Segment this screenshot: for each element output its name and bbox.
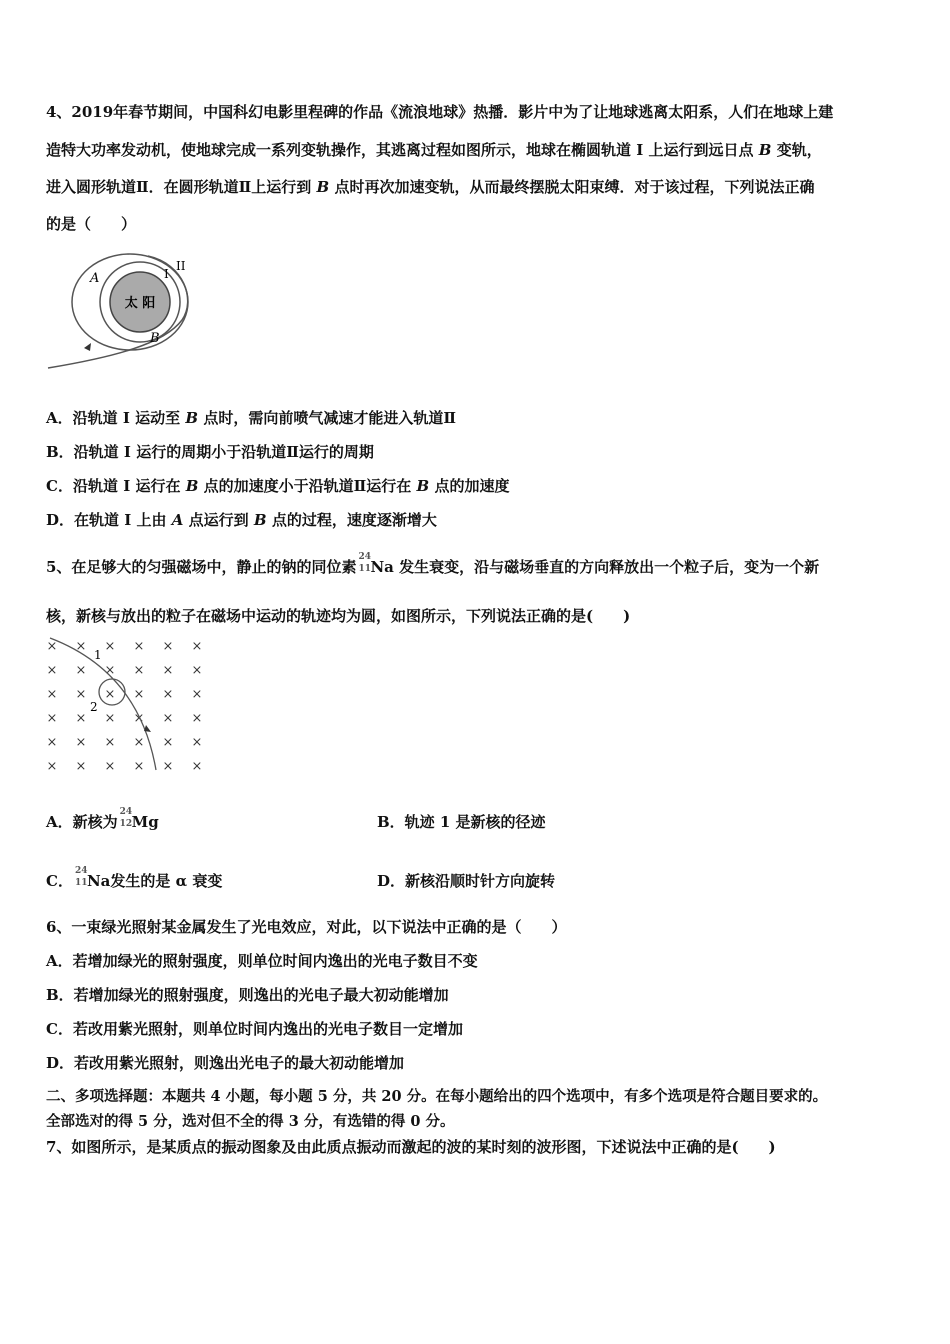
text: 发生的是 α 衰变 [110, 872, 223, 890]
track-1 [50, 638, 156, 770]
text: D．在轨道 [46, 511, 120, 529]
q5-option-c[interactable] [46, 866, 223, 891]
q4-stem-line4: 的是（ ） [46, 215, 137, 233]
field-mark: × [104, 663, 116, 678]
field-mark: × [75, 639, 87, 654]
text: 点的过程，速度逐渐增大 [271, 511, 437, 529]
text: 运动至 [135, 409, 181, 427]
text: C． [46, 872, 73, 890]
point-B-label: B [150, 331, 160, 346]
isotope-notation [73, 866, 88, 891]
track-2-label: 2 [90, 700, 98, 714]
q6-option-b[interactable]: B．若增加绿光的照射强度，则逸出的光电子最大初动能增加 [46, 986, 449, 1004]
point-label: A [171, 511, 184, 529]
text: 点时，需向前喷气减速才能进入轨道Ⅱ [203, 409, 456, 427]
sun-label: 太 阳 [124, 296, 156, 311]
section2-heading-line2: 全部选对的得 5 分，选对但不全的得 3 分，有选错的得 0 分。 [46, 1113, 455, 1130]
field-mark: × [46, 687, 58, 702]
field-mark: × [191, 687, 203, 702]
q5-option-a[interactable] [46, 807, 159, 832]
isotope-notation [118, 807, 133, 832]
q5-option-b[interactable]: B．轨迹 1 是新核的径迹 [377, 813, 546, 831]
element-symbol: Mg [131, 813, 159, 831]
q5-stem-line2: 核，新核与放出的粒子在磁场中运动的轨迹均为圆，如图所示，下列说法正确的是( ) [46, 607, 631, 625]
q5-option-d[interactable]: D．新核沿顺时针方向旋转 [377, 872, 556, 890]
text: 上运行到远日点 [648, 141, 754, 159]
orbit-label: I [122, 409, 130, 427]
field-mark: × [104, 687, 116, 702]
q4-option-c[interactable] [46, 476, 509, 496]
field-mark: × [75, 711, 87, 726]
mass-number: 24 [119, 807, 133, 817]
field-mark: × [162, 687, 174, 702]
field-mark: × [162, 735, 174, 750]
field-mark: × [133, 687, 145, 702]
q4-stem-line3 [46, 177, 814, 197]
field-mark: × [191, 639, 203, 654]
field-mark: × [75, 735, 87, 750]
field-mark: × [46, 639, 58, 654]
text: A．沿轨道 [46, 409, 118, 427]
text: 点的加速度 [434, 477, 510, 495]
arrow-icon [84, 343, 91, 351]
q4-stem-line2 [46, 140, 822, 160]
field-mark: × [191, 663, 203, 678]
text: 点运行到 [188, 511, 249, 529]
orbit-label: I [124, 511, 132, 529]
field-mark: × [191, 759, 203, 774]
point-label: B [316, 178, 330, 196]
arrow-icon [144, 725, 151, 732]
q6-option-a[interactable]: A．若增加绿光的照射强度，则单位时间内逸出的光电子数目不变 [46, 952, 478, 970]
element-symbol: Na [370, 558, 394, 576]
track-1-label: 1 [94, 648, 102, 662]
q6-option-c[interactable]: C．若改用紫光照射，则单位时间内逸出的光电子数目一定增加 [46, 1020, 463, 1038]
point-label: B [253, 511, 267, 529]
q4-option-b[interactable] [46, 442, 374, 462]
orbit-I-label: I [164, 267, 169, 281]
field-mark: × [46, 711, 58, 726]
field-mark: × [162, 639, 174, 654]
field-mark: × [104, 759, 116, 774]
text: 造特大功率发动机，使地球完成一系列变轨操作，其逃离过程如图所示，地球在椭圆轨道 [46, 141, 632, 159]
atomic-number: 12 [119, 819, 133, 829]
element-symbol: Na [86, 872, 111, 890]
text: 变轨， [776, 141, 822, 159]
atomic-number: 11 [74, 878, 88, 888]
field-mark: × [162, 711, 174, 726]
field-mark: × [75, 663, 87, 678]
q7-stem: 7、如图所示，是某质点的振动图象及由此质点振动而激起的波的某时刻的波形图，下述说法中正确的是( ) [46, 1138, 776, 1156]
text: 运行在 [135, 477, 181, 495]
point-label: B [185, 409, 199, 427]
point-A-label: A [90, 271, 100, 286]
orbit-label: I [123, 443, 131, 461]
q4-stem-line1: 4、2019年春节期间，中国科幻电影里程碑的作品《流浪地球》热播．影片中为了让地球逃离太阳系，人们在地球上建 [46, 103, 834, 121]
field-mark: × [75, 687, 87, 702]
q5-magnetic-field-figure [44, 632, 220, 778]
point-label: B [416, 477, 430, 495]
field-mark: × [133, 639, 145, 654]
field-mark: × [46, 735, 58, 750]
section2-heading-line1: 二、多项选择题：本题共 4 小题，每小题 5 分，共 20 分。在每小题给出的四个选项中，有多个选项是符合题目要求的。 [46, 1088, 828, 1105]
field-mark: × [46, 663, 58, 678]
field-mark: × [133, 663, 145, 678]
q4-option-d[interactable] [46, 510, 437, 530]
mass-number: 24 [358, 552, 371, 562]
q4-orbit-figure [44, 252, 204, 372]
atomic-number: 11 [358, 564, 371, 574]
orbit-label: I [636, 141, 644, 159]
text: 发生衰变，沿与磁场垂直的方向释放出一个粒子后，变为一个新 [399, 558, 820, 576]
orbit-II-label: II [176, 259, 186, 273]
field-mark: × [75, 759, 87, 774]
text: A．新核为 [46, 813, 118, 831]
field-mark: × [133, 711, 145, 726]
field-mark: × [191, 735, 203, 750]
field-mark: × [191, 711, 203, 726]
text: 点时再次加速变轨，从而最终摆脱太阳束缚．对于该过程，下列说法正确 [334, 178, 815, 196]
field-mark: × [104, 735, 116, 750]
field-mark: × [104, 711, 116, 726]
q5-stem-line1 [46, 552, 820, 577]
text: B．沿轨道 [46, 443, 119, 461]
text: 运行的周期小于沿轨道Ⅱ运行的周期 [136, 443, 374, 461]
field-mark: × [46, 759, 58, 774]
text: 5、在足够大的匀强磁场中，静止的钠的同位素 [46, 558, 357, 576]
text: 进入圆形轨道Ⅱ．在圆形轨道Ⅱ上运行到 [46, 178, 312, 196]
text: 点的加速度小于沿轨道Ⅱ运行在 [203, 477, 412, 495]
field-mark: × [104, 639, 116, 654]
point-label: B [758, 141, 772, 159]
field-mark: × [133, 759, 145, 774]
q6-stem: 6、一束绿光照射某金属发生了光电效应，对此，以下说法中正确的是（ ） [46, 918, 567, 936]
field-mark: × [162, 663, 174, 678]
point-label: B [185, 477, 199, 495]
text: 上由 [136, 511, 167, 529]
field-mark: × [162, 759, 174, 774]
mass-number: 24 [74, 866, 88, 876]
field-mark: × [133, 735, 145, 750]
text: C．沿轨道 [46, 477, 118, 495]
isotope-notation [356, 552, 371, 577]
q6-option-d[interactable]: D．若改用紫光照射，则逸出光电子的最大初动能增加 [46, 1054, 405, 1072]
q4-option-a[interactable] [46, 408, 456, 428]
orbit-label: I [123, 477, 131, 495]
